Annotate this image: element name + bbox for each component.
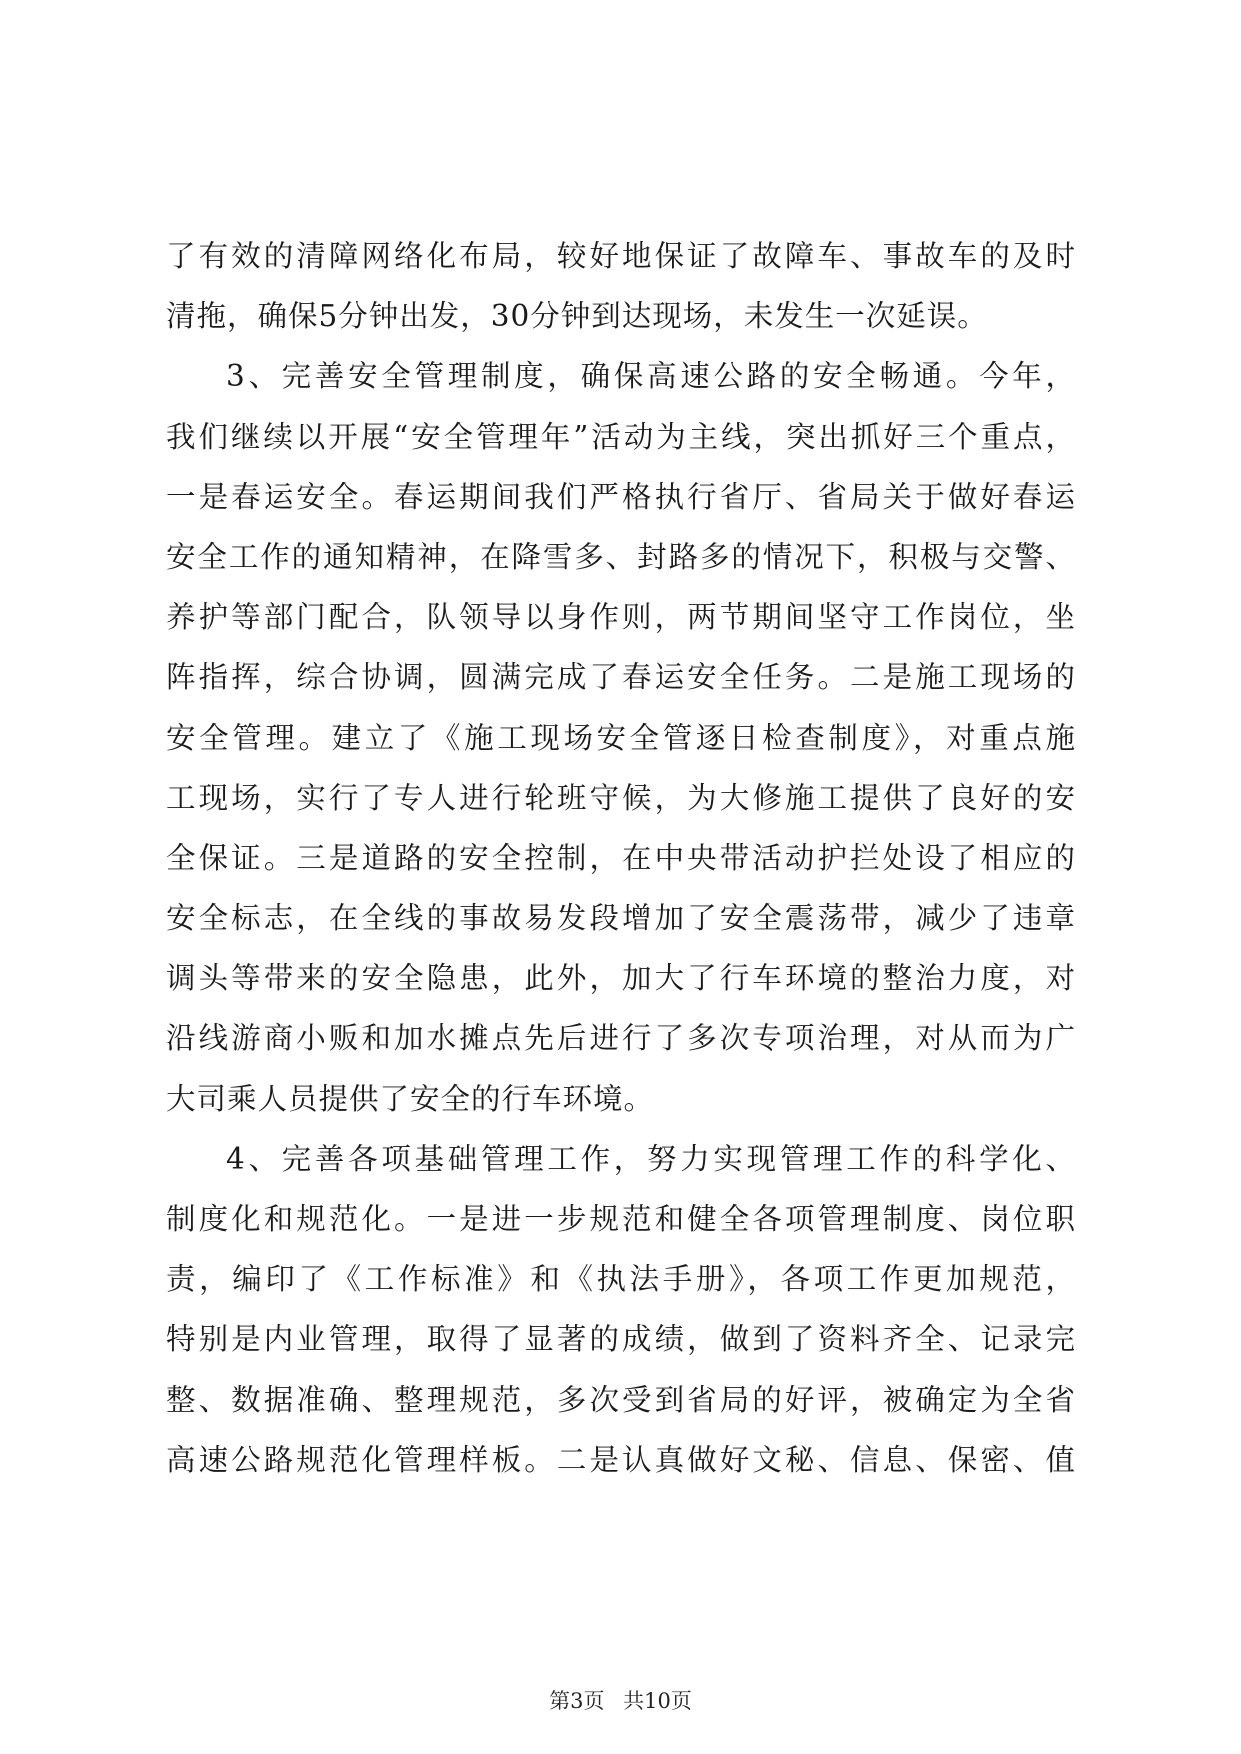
page-number: 第3页 <box>549 1689 605 1713</box>
text-line: 责，编印了《工作标准》和《执法手册》，各项工作更加规范， <box>166 1262 1076 1297</box>
text-line: 特别是内业管理，取得了显著的成绩，做到了资料齐全、记录完 <box>166 1322 1076 1357</box>
text-line: 安全标志，在全线的事故易发段增加了安全震荡带，减少了违章 <box>166 901 1076 936</box>
text-line: 制度化和规范化。一是进一步规范和健全各项管理制度、岗位职 <box>166 1202 1076 1236</box>
text-line: 阵指挥，综合协调，圆满完成了春运安全任务。二是施工现场的 <box>166 660 1076 695</box>
text-line: 4、完善各项基础管理工作，努力实现管理工作的科学化、 <box>226 1141 1076 1176</box>
text-line: 整、数据准确、整理规范，多次受到省局的好评，被确定为全省 <box>166 1382 1076 1417</box>
text-line: 沿线游商小贩和加水摊点先后进行了多次专项治理，对从而为广 <box>166 1021 1076 1056</box>
text-line: 安全管理。建立了《施工现场安全管逐日检查制度》，对重点施 <box>166 720 1076 755</box>
text-line: 高速公路规范化管理样板。二是认真做好文秘、信息、保密、值 <box>166 1442 1076 1477</box>
page-footer <box>0 1685 1241 1715</box>
text-line: 3、完善安全管理制度，确保高速公路的安全畅通。今年， <box>226 359 1076 394</box>
page-total: 共10页 <box>623 1689 692 1713</box>
text-line: 养护等部门配合，队领导以身作则，两节期间坚守工作岗位，坐 <box>166 600 1076 635</box>
text-line: 清拖，确保5分钟出发，30分钟到达现场，未发生一次延误。 <box>166 299 988 334</box>
text-line: 我们继续以开展“安全管理年”活动为主线，突出抓好三个重点， <box>166 419 1076 454</box>
text-line: 安全工作的通知精神，在降雪多、封路多的情况下，积极与交警、 <box>166 539 1076 574</box>
text-line: 调头等带来的安全隐患，此外，加大了行车环境的整治力度，对 <box>166 961 1076 996</box>
text-line: 一是春运安全。春运期间我们严格执行省厅、省局关于做好春运 <box>166 479 1076 514</box>
text-line: 全保证。三是道路的安全控制，在中央带活动护拦处设了相应的 <box>166 840 1076 875</box>
document-body <box>166 226 1076 1490</box>
text-line: 大司乘人员提供了安全的行车环境。 <box>166 1081 655 1116</box>
text-line: 了有效的清障网络化布局，较好地保证了故障车、事故车的及时 <box>166 239 1076 273</box>
text-line: 工现场，实行了专人进行轮班守候，为大修施工提供了良好的安 <box>166 780 1076 815</box>
